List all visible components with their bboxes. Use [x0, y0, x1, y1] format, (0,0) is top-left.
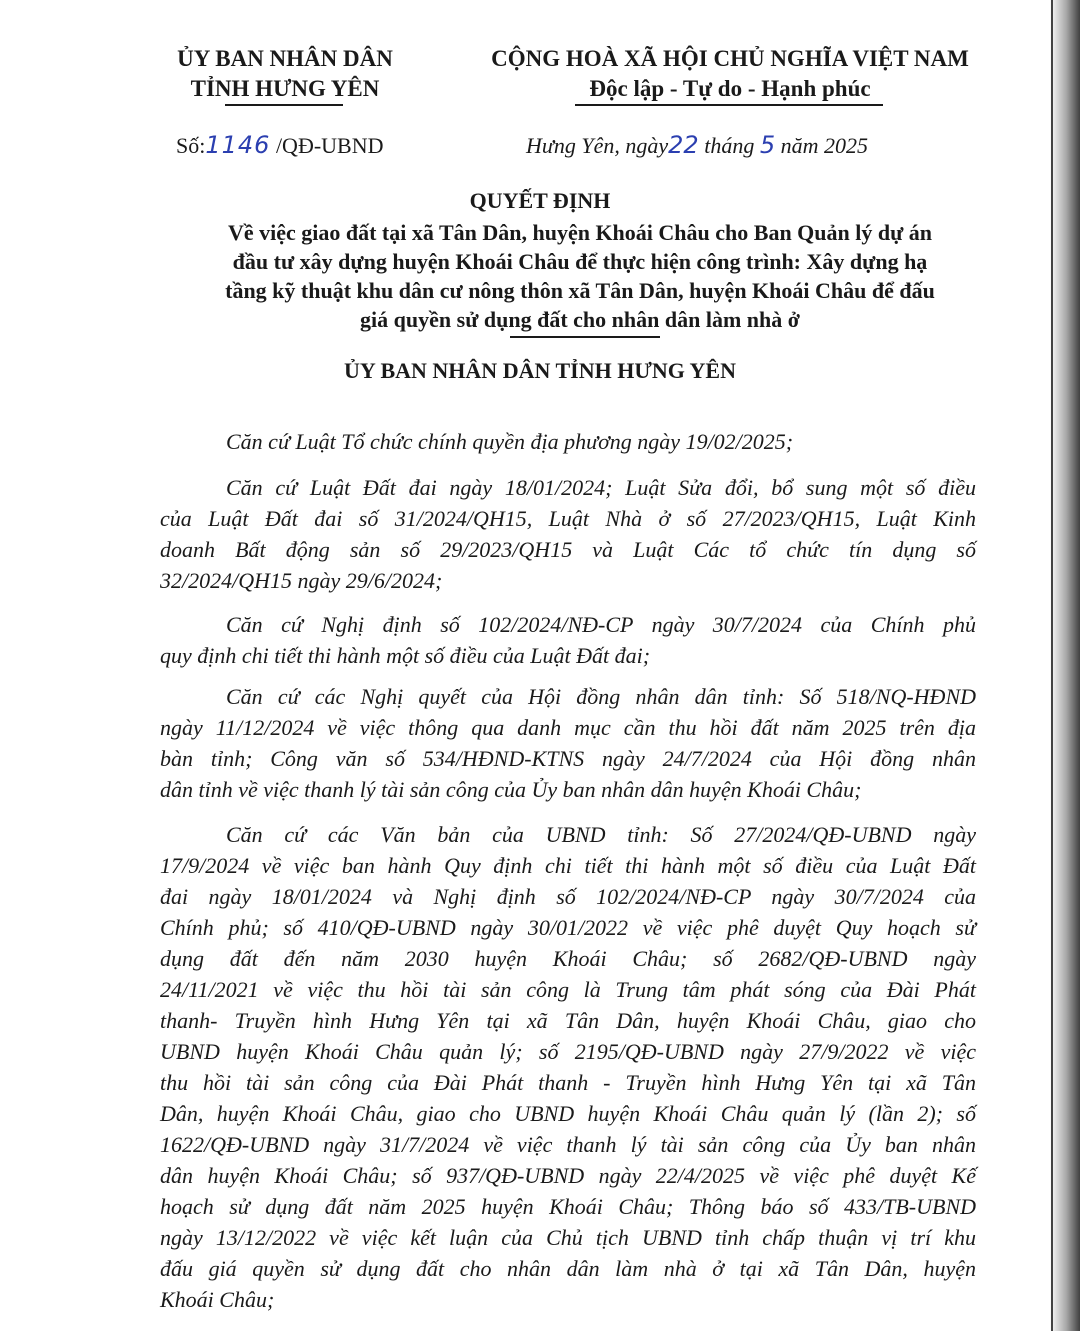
paragraph-line: 24/11/2021 về việc thu hồi tài sản công là Trung tâm phát sóng của Đài Phát [160, 977, 976, 1002]
paragraph-line: dân huyện Khoái Châu; số 937/QĐ-UBND ngày 22/4/2025 về việc phê duyệt Kế [160, 1163, 976, 1188]
document-type: QUYẾT ĐỊNH [469, 188, 611, 213]
legal-basis-paragraph [160, 681, 976, 805]
legal-basis-paragraph [160, 426, 976, 457]
decision-subject [150, 218, 1010, 334]
subject-line: đầu tư xây dựng huyện Khoái Châu để thực hiện công trình: Xây dựng hạ [232, 249, 928, 274]
paragraph-line: dụng đất đến năm 2030 huyện Khoái Châu; số 2682/QĐ-UBND ngày [160, 946, 976, 971]
issuing-authority [155, 44, 415, 104]
national-motto [470, 44, 990, 104]
paragraph-line: Căn cứ Luật Tổ chức chính quyền địa phương ngày 19/02/2025; [226, 429, 794, 454]
paragraph-line: Khoái Châu; [160, 1287, 275, 1312]
legal-basis-paragraph [160, 472, 976, 596]
paragraph-line: Dân, huyện Khoái Châu, giao cho UBND huyện Khoái Châu quản lý (lần 2); số [160, 1101, 976, 1126]
legal-basis-paragraph [160, 819, 976, 1315]
paragraph-line: quy định chi tiết thi hành một số điều của Luật Đất đai; [160, 643, 651, 668]
subject-line: tầng kỹ thuật khu dân cư nông thôn xã Tân Dân, huyện Khoái Châu để đấu [225, 278, 935, 303]
paragraph-line: doanh Bất động sản số 29/2023/QH15 và Luật Các tổ chức tín dụng số [160, 537, 976, 562]
date-month-label: tháng [704, 133, 755, 158]
date-day: 22 [668, 131, 699, 159]
paragraph-line: Căn cứ Nghị định số 102/2024/NĐ-CP ngày 30/7/2024 của Chính phủ [226, 612, 976, 637]
paragraph-line: đấu giá quyền sử dụng đất cho nhân dân làm nhà ở tại xã Tân Dân, huyện [160, 1256, 976, 1281]
nation-line-1: CỘNG HOÀ XÃ HỘI CHỦ NGHĨA VIỆT NAM [491, 46, 969, 71]
paragraph-line: hoạch sử dụng đất năm 2025 huyện Khoái Châu; Thông báo số 433/TB-UBND [160, 1194, 976, 1219]
paragraph-line: 1622/QĐ-UBND ngày 31/7/2024 về việc thanh lý tài sản công của Ủy ban nhân [160, 1132, 976, 1157]
legal-basis-paragraph [160, 609, 976, 671]
subject-line: giá quyền sử dụng đất cho nhân dân làm nhà ở [360, 307, 800, 332]
subject-line: Về việc giao đất tại xã Tân Dân, huyện Khoái Châu cho Ban Quản lý dự án [227, 220, 933, 245]
issuer-underline [225, 104, 343, 106]
date-place: Hưng Yên, ngày [526, 133, 669, 158]
paragraph-line: bàn tỉnh; Công văn số 534/HĐND-KTNS ngày 24/7/2024 của Hội đồng nhân [160, 746, 976, 771]
reference-number [176, 131, 384, 159]
paragraph-line: Chính phủ; số 410/QĐ-UBND ngày 30/01/2022 về việc phê duyệt Quy hoạch sử [160, 915, 976, 940]
ref-handwritten-number: 1146 [205, 131, 271, 159]
issuer-line-2: TỈNH HƯNG YÊN [190, 76, 380, 101]
paragraph-line: Căn cứ các Văn bản của UBND tỉnh: Số 27/2024/QĐ-UBND ngày [226, 822, 976, 847]
paragraph-line: Căn cứ Luật Đất đai ngày 18/01/2024; Luật Sửa đổi, bổ sung một số điều [226, 475, 976, 500]
paragraph-line: 17/9/2024 về việc ban hành Quy định chi tiết thi hành một số điều của Luật Đất [160, 853, 976, 878]
paragraph-line: UBND huyện Khoái Châu quản lý; số 2195/QĐ-UBND ngày 27/9/2022 về việc [160, 1039, 976, 1064]
paragraph-line: dân tỉnh về việc thanh lý tài sản công của Ủy ban nhân dân huyện Khoái Châu; [160, 777, 862, 802]
paragraph-line: ngày 11/12/2024 về việc thông qua danh mục cần thu hồi đất năm 2025 trên địa [160, 715, 976, 740]
ref-prefix: Số: [176, 133, 206, 158]
nation-line-2: Độc lập - Tự do - Hạnh phúc [589, 76, 871, 101]
paragraph-line: thu hồi tài sản công của Đài Phát thanh - Truyền hình Hưng Yên tại xã Tân [160, 1070, 976, 1095]
issue-date [526, 131, 868, 159]
paragraph-line: Căn cứ các Nghị quyết của Hội đồng nhân dân tỉnh: Số 518/NQ-HĐND [226, 684, 976, 709]
ref-suffix: /QĐ-UBND [275, 133, 384, 158]
issuing-body-heading: ỦY BAN NHÂN DÂN TỈNH HƯNG YÊN [344, 358, 736, 383]
date-year: năm 2025 [780, 133, 868, 158]
subject-underline [510, 336, 660, 338]
paragraph-line: thanh- Truyền hình Hưng Yên tại xã Tân Dân, huyện Khoái Châu, giao cho [160, 1008, 976, 1033]
date-month: 5 [759, 131, 776, 159]
paragraph-line: 32/2024/QH15 ngày 29/6/2024; [160, 568, 443, 593]
issuer-line-1: ỦY BAN NHÂN DÂN [177, 46, 393, 71]
motto-underline [575, 104, 883, 106]
paragraph-line: đai ngày 18/01/2024 và Nghị định số 102/2024/NĐ-CP ngày 30/7/2024 của [160, 884, 976, 909]
paragraph-line: của Luật Đất đai số 31/2024/QH15, Luật Nhà ở số 27/2023/QH15, Luật Kinh [160, 506, 976, 531]
paragraph-line: ngày 13/12/2022 về việc kết luận của Chủ tịch UBND tỉnh chấp thuận vị trí khu [160, 1225, 976, 1250]
